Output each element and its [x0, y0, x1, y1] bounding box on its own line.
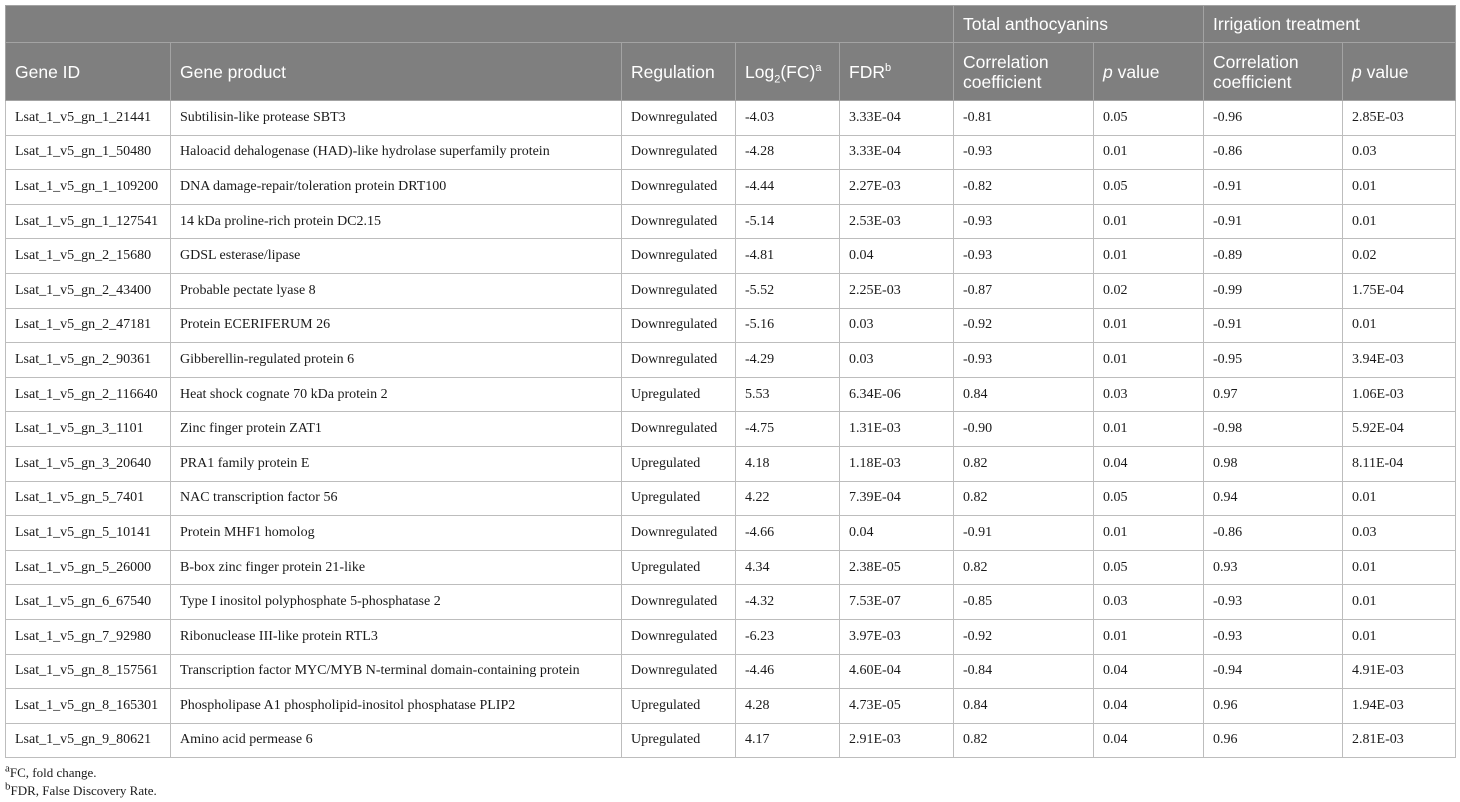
regulation-cell: Upregulated [622, 377, 736, 412]
it-correlation-cell: 0.98 [1204, 446, 1343, 481]
regulation-cell: Downregulated [622, 273, 736, 308]
it-correlation-cell: 0.96 [1204, 689, 1343, 724]
table-row [6, 516, 1456, 551]
regulation-cell: Downregulated [622, 585, 736, 620]
log2fc-cell: -5.16 [736, 308, 840, 343]
p-value-suffix: value [1361, 61, 1409, 82]
fdr-cell: 4.60E-04 [840, 654, 954, 689]
ta-correlation-cell: -0.93 [954, 239, 1094, 274]
it-p-value-cell: 1.06E-03 [1343, 377, 1456, 412]
it-correlation-cell: -0.86 [1204, 135, 1343, 170]
table-body [6, 101, 1456, 758]
it-correlation-cell: -0.94 [1204, 654, 1343, 689]
table-row [6, 481, 1456, 516]
ta-p-value-cell: 0.03 [1094, 585, 1204, 620]
gene-product-cell: Haloacid dehalogenase (HAD)-like hydrolase superfamily protein [171, 135, 622, 170]
table-row [6, 377, 1456, 412]
gene-product-cell: GDSL esterase/lipase [171, 239, 622, 274]
ta-correlation-cell: -0.93 [954, 343, 1094, 378]
gene-id-cell: Lsat_1_v5_gn_2_116640 [6, 377, 171, 412]
log2fc-suffix: (FC) [780, 61, 816, 82]
gene-product-cell: Probable pectate lyase 8 [171, 273, 622, 308]
fdr-cell: 2.53E-03 [840, 204, 954, 239]
table-row [6, 550, 1456, 585]
ta-p-value-cell: 0.05 [1094, 170, 1204, 205]
gene-id-cell: Lsat_1_v5_gn_2_90361 [6, 343, 171, 378]
gene-product-cell: Heat shock cognate 70 kDa protein 2 [171, 377, 622, 412]
ta-correlation-cell: 0.82 [954, 446, 1094, 481]
ta-p-value-cell: 0.04 [1094, 689, 1204, 724]
gene-id-cell: Lsat_1_v5_gn_6_67540 [6, 585, 171, 620]
ta-correlation-cell: -0.91 [954, 516, 1094, 551]
regulation-cell: Upregulated [622, 446, 736, 481]
gene-id-cell: Lsat_1_v5_gn_8_157561 [6, 654, 171, 689]
ta-p-value-cell: 0.01 [1094, 135, 1204, 170]
it-p-value-cell: 0.01 [1343, 481, 1456, 516]
it-p-value-cell: 1.75E-04 [1343, 273, 1456, 308]
table-container [5, 5, 1455, 800]
gene-product-cell: Phospholipase A1 phospholipid-inositol phosphatase PLIP2 [171, 689, 622, 724]
it-p-value-cell: 0.01 [1343, 170, 1456, 205]
col-header-it-p-value [1343, 43, 1456, 101]
it-correlation-cell: -0.91 [1204, 204, 1343, 239]
regulation-cell: Downregulated [622, 343, 736, 378]
gene-id-cell: Lsat_1_v5_gn_7_92980 [6, 619, 171, 654]
gene-product-cell: Type I inositol polyphosphate 5-phosphatase 2 [171, 585, 622, 620]
it-p-value-cell: 2.81E-03 [1343, 723, 1456, 758]
ta-p-value-cell: 0.01 [1094, 308, 1204, 343]
p-italic: p [1352, 61, 1362, 82]
it-correlation-cell: -0.96 [1204, 101, 1343, 136]
log2fc-cell: -4.75 [736, 412, 840, 447]
it-p-value-cell: 2.85E-03 [1343, 101, 1456, 136]
ta-correlation-cell: -0.87 [954, 273, 1094, 308]
log2fc-footnote-mark: a [815, 61, 822, 74]
p-italic: p [1103, 61, 1113, 82]
gene-product-cell: Zinc finger protein ZAT1 [171, 412, 622, 447]
gene-product-cell: DNA damage-repair/toleration protein DRT100 [171, 170, 622, 205]
log2fc-cell: -4.44 [736, 170, 840, 205]
header-group-irrigation-treatment: Irrigation treatment [1204, 6, 1456, 43]
table-row [6, 689, 1456, 724]
footnote-text: FC, fold change. [9, 765, 97, 781]
log2fc-cell: -5.14 [736, 204, 840, 239]
gene-product-cell: Ribonuclease III-like protein RTL3 [171, 619, 622, 654]
regulation-cell: Downregulated [622, 101, 736, 136]
fdr-label: FDR [849, 61, 885, 82]
gene-id-cell: Lsat_1_v5_gn_1_127541 [6, 204, 171, 239]
fdr-cell: 4.73E-05 [840, 689, 954, 724]
regulation-cell: Downregulated [622, 135, 736, 170]
it-p-value-cell: 0.01 [1343, 204, 1456, 239]
log2fc-cell: 4.18 [736, 446, 840, 481]
log2fc-cell: -4.29 [736, 343, 840, 378]
fdr-cell: 1.18E-03 [840, 446, 954, 481]
table-row [6, 343, 1456, 378]
regulation-cell: Downregulated [622, 412, 736, 447]
fdr-cell: 7.53E-07 [840, 585, 954, 620]
it-p-value-cell: 0.02 [1343, 239, 1456, 274]
table-row [6, 101, 1456, 136]
ta-correlation-cell: -0.93 [954, 204, 1094, 239]
table-row [6, 135, 1456, 170]
table-row [6, 585, 1456, 620]
ta-p-value-cell: 0.01 [1094, 619, 1204, 654]
regulation-cell: Upregulated [622, 723, 736, 758]
log2fc-cell: -4.46 [736, 654, 840, 689]
footnote-text: FDR, False Discovery Rate. [10, 783, 157, 799]
regulation-cell: Downregulated [622, 170, 736, 205]
gene-product-cell: B-box zinc finger protein 21-like [171, 550, 622, 585]
log2fc-cell: -6.23 [736, 619, 840, 654]
fdr-cell: 3.97E-03 [840, 619, 954, 654]
log2fc-cell: -4.28 [736, 135, 840, 170]
it-correlation-cell: 0.94 [1204, 481, 1343, 516]
ta-correlation-cell: -0.81 [954, 101, 1094, 136]
it-p-value-cell: 0.03 [1343, 516, 1456, 551]
ta-correlation-cell: -0.90 [954, 412, 1094, 447]
gene-id-cell: Lsat_1_v5_gn_5_10141 [6, 516, 171, 551]
ta-p-value-cell: 0.05 [1094, 481, 1204, 516]
fdr-cell: 0.04 [840, 516, 954, 551]
col-header-it-correlation: Correlation coefficient [1204, 43, 1343, 101]
it-p-value-cell: 0.01 [1343, 550, 1456, 585]
table-row [6, 619, 1456, 654]
gene-product-cell: Transcription factor MYC/MYB N-terminal domain-containing protein [171, 654, 622, 689]
fdr-cell: 3.33E-04 [840, 135, 954, 170]
gene-id-cell: Lsat_1_v5_gn_2_43400 [6, 273, 171, 308]
gene-id-cell: Lsat_1_v5_gn_2_47181 [6, 308, 171, 343]
gene-product-cell: Gibberellin-regulated protein 6 [171, 343, 622, 378]
regulation-cell: Downregulated [622, 239, 736, 274]
ta-p-value-cell: 0.04 [1094, 446, 1204, 481]
col-header-log2fc [736, 43, 840, 101]
col-header-gene-product: Gene product [171, 43, 622, 101]
it-p-value-cell: 3.94E-03 [1343, 343, 1456, 378]
fdr-cell: 2.27E-03 [840, 170, 954, 205]
table-row [6, 170, 1456, 205]
ta-p-value-cell: 0.05 [1094, 101, 1204, 136]
fdr-cell: 7.39E-04 [840, 481, 954, 516]
gene-id-cell: Lsat_1_v5_gn_1_50480 [6, 135, 171, 170]
gene-id-cell: Lsat_1_v5_gn_5_26000 [6, 550, 171, 585]
it-p-value-cell: 0.03 [1343, 135, 1456, 170]
ta-correlation-cell: -0.85 [954, 585, 1094, 620]
regulation-cell: Downregulated [622, 654, 736, 689]
regulation-cell: Downregulated [622, 516, 736, 551]
regulation-cell: Downregulated [622, 204, 736, 239]
log2fc-cell: 4.34 [736, 550, 840, 585]
log2fc-cell: 5.53 [736, 377, 840, 412]
ta-p-value-cell: 0.02 [1094, 273, 1204, 308]
regulation-cell: Upregulated [622, 481, 736, 516]
log2fc-cell: 4.28 [736, 689, 840, 724]
gene-id-cell: Lsat_1_v5_gn_3_1101 [6, 412, 171, 447]
ta-p-value-cell: 0.01 [1094, 412, 1204, 447]
gene-id-cell: Lsat_1_v5_gn_3_20640 [6, 446, 171, 481]
it-correlation-cell: -0.98 [1204, 412, 1343, 447]
table-row [6, 654, 1456, 689]
log2fc-cell: -4.66 [736, 516, 840, 551]
regulation-cell: Downregulated [622, 308, 736, 343]
log2fc-cell: -4.03 [736, 101, 840, 136]
ta-p-value-cell: 0.01 [1094, 516, 1204, 551]
it-p-value-cell: 5.92E-04 [1343, 412, 1456, 447]
table-header [6, 6, 1456, 101]
col-header-regulation: Regulation [622, 43, 736, 101]
fdr-cell: 0.03 [840, 343, 954, 378]
gene-correlation-table [5, 5, 1456, 758]
header-group-total-anthocyanins: Total anthocyanins [954, 6, 1204, 43]
footnote [5, 764, 1455, 782]
table-footnotes [5, 764, 1455, 800]
ta-p-value-cell: 0.01 [1094, 239, 1204, 274]
fdr-cell: 2.91E-03 [840, 723, 954, 758]
fdr-cell: 1.31E-03 [840, 412, 954, 447]
log2fc-cell: 4.17 [736, 723, 840, 758]
table-row [6, 446, 1456, 481]
it-correlation-cell: -0.93 [1204, 585, 1343, 620]
it-correlation-cell: 0.96 [1204, 723, 1343, 758]
fdr-cell: 2.25E-03 [840, 273, 954, 308]
log2fc-cell: -4.32 [736, 585, 840, 620]
footnote-mark: b [5, 780, 11, 793]
table-row [6, 412, 1456, 447]
table-row [6, 723, 1456, 758]
ta-correlation-cell: -0.92 [954, 619, 1094, 654]
log2fc-cell: -5.52 [736, 273, 840, 308]
ta-correlation-cell: 0.82 [954, 481, 1094, 516]
gene-id-cell: Lsat_1_v5_gn_1_21441 [6, 101, 171, 136]
ta-correlation-cell: -0.84 [954, 654, 1094, 689]
log2fc-prefix: Log [745, 61, 775, 82]
it-correlation-cell: -0.86 [1204, 516, 1343, 551]
log2fc-cell: 4.22 [736, 481, 840, 516]
gene-product-cell: NAC transcription factor 56 [171, 481, 622, 516]
fdr-footnote-mark: b [884, 61, 892, 74]
it-correlation-cell: -0.95 [1204, 343, 1343, 378]
ta-p-value-cell: 0.04 [1094, 723, 1204, 758]
table-row [6, 273, 1456, 308]
it-correlation-cell: -0.91 [1204, 170, 1343, 205]
ta-correlation-cell: -0.82 [954, 170, 1094, 205]
gene-product-cell: 14 kDa proline-rich protein DC2.15 [171, 204, 622, 239]
ta-correlation-cell: -0.92 [954, 308, 1094, 343]
regulation-cell: Downregulated [622, 619, 736, 654]
gene-id-cell: Lsat_1_v5_gn_8_165301 [6, 689, 171, 724]
ta-correlation-cell: 0.82 [954, 723, 1094, 758]
gene-product-cell: Protein MHF1 homolog [171, 516, 622, 551]
p-value-suffix: value [1112, 61, 1160, 82]
it-correlation-cell: 0.97 [1204, 377, 1343, 412]
ta-p-value-cell: 0.04 [1094, 654, 1204, 689]
col-header-gene-id: Gene ID [6, 43, 171, 101]
fdr-cell: 6.34E-06 [840, 377, 954, 412]
footnote-mark: a [5, 762, 10, 775]
gene-product-cell: Protein ECERIFERUM 26 [171, 308, 622, 343]
it-correlation-cell: -0.89 [1204, 239, 1343, 274]
log2fc-subscript: 2 [774, 73, 781, 85]
gene-id-cell: Lsat_1_v5_gn_5_7401 [6, 481, 171, 516]
table-row [6, 308, 1456, 343]
col-header-ta-p-value [1094, 43, 1204, 101]
it-p-value-cell: 4.91E-03 [1343, 654, 1456, 689]
gene-product-cell: Subtilisin-like protease SBT3 [171, 101, 622, 136]
ta-p-value-cell: 0.01 [1094, 343, 1204, 378]
regulation-cell: Upregulated [622, 550, 736, 585]
it-p-value-cell: 0.01 [1343, 308, 1456, 343]
footnote [5, 782, 1455, 800]
gene-product-cell: PRA1 family protein E [171, 446, 622, 481]
fdr-cell: 2.38E-05 [840, 550, 954, 585]
ta-correlation-cell: 0.84 [954, 377, 1094, 412]
ta-correlation-cell: 0.84 [954, 689, 1094, 724]
col-header-ta-correlation: Correlation coefficient [954, 43, 1094, 101]
table-row [6, 239, 1456, 274]
fdr-cell: 0.04 [840, 239, 954, 274]
it-p-value-cell: 1.94E-03 [1343, 689, 1456, 724]
log2fc-cell: -4.81 [736, 239, 840, 274]
regulation-cell: Upregulated [622, 689, 736, 724]
gene-id-cell: Lsat_1_v5_gn_1_109200 [6, 170, 171, 205]
ta-correlation-cell: 0.82 [954, 550, 1094, 585]
ta-p-value-cell: 0.01 [1094, 204, 1204, 239]
col-header-fdr [840, 43, 954, 101]
fdr-cell: 3.33E-04 [840, 101, 954, 136]
it-correlation-cell: 0.93 [1204, 550, 1343, 585]
it-p-value-cell: 0.01 [1343, 585, 1456, 620]
gene-id-cell: Lsat_1_v5_gn_9_80621 [6, 723, 171, 758]
header-blank [6, 6, 954, 43]
ta-correlation-cell: -0.93 [954, 135, 1094, 170]
table-row [6, 204, 1456, 239]
ta-p-value-cell: 0.03 [1094, 377, 1204, 412]
ta-p-value-cell: 0.05 [1094, 550, 1204, 585]
it-p-value-cell: 8.11E-04 [1343, 446, 1456, 481]
gene-product-cell: Amino acid permease 6 [171, 723, 622, 758]
it-correlation-cell: -0.93 [1204, 619, 1343, 654]
it-correlation-cell: -0.91 [1204, 308, 1343, 343]
it-p-value-cell: 0.01 [1343, 619, 1456, 654]
gene-id-cell: Lsat_1_v5_gn_2_15680 [6, 239, 171, 274]
it-correlation-cell: -0.99 [1204, 273, 1343, 308]
fdr-cell: 0.03 [840, 308, 954, 343]
